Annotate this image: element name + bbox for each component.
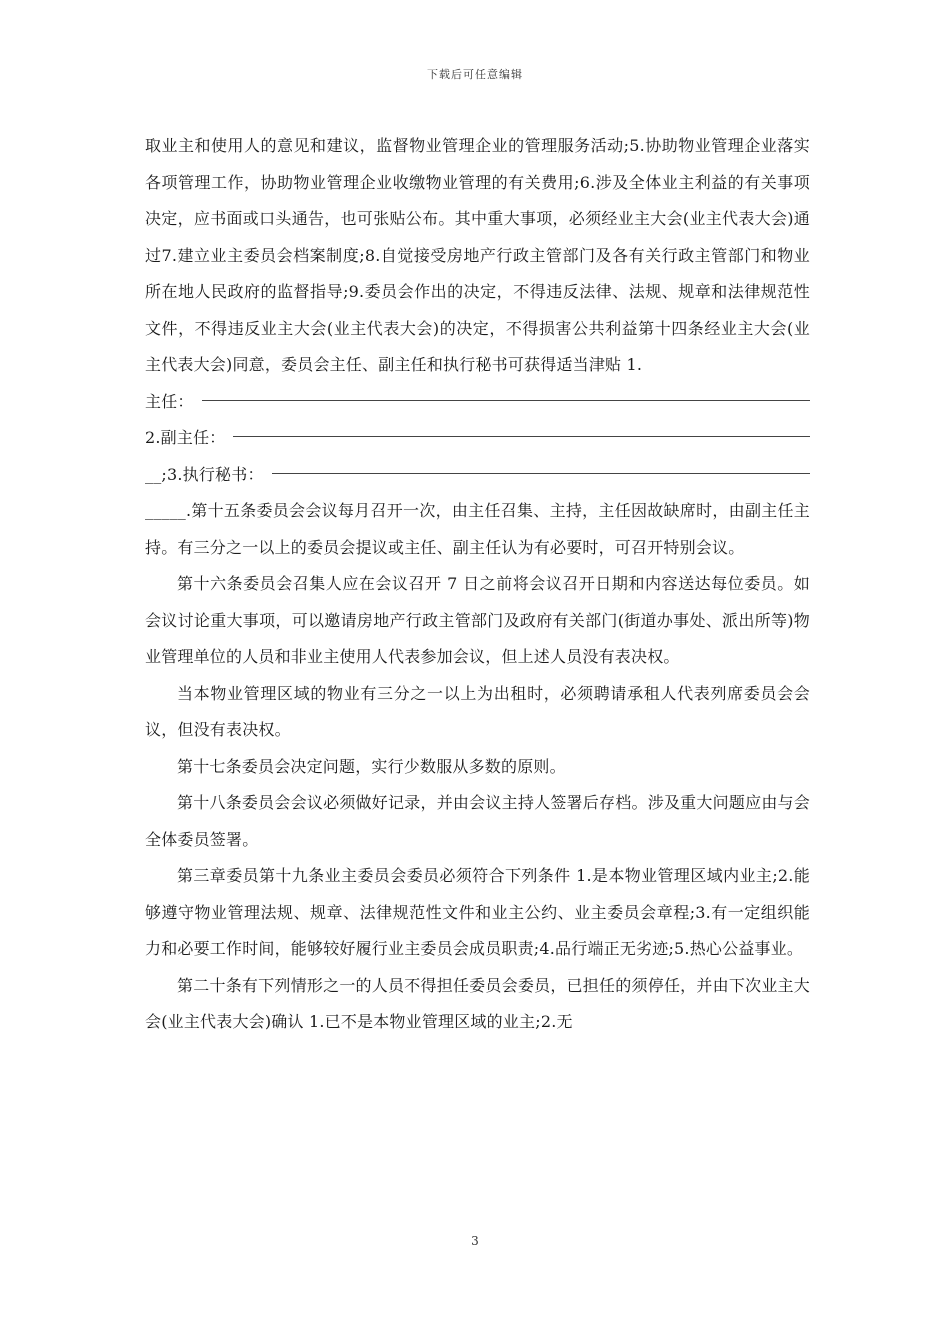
fill-blank-secretary[interactable] — [272, 451, 810, 474]
fill-label-chairman: 主任： — [145, 391, 194, 411]
paragraph-article-20: 第二十条有下列情形之一的人员不得担任委员会委员，已担任的须停任，并由下次业主大会(业主代表大会)确认 1.已不是本物业管理区域的业主;2.无 — [145, 975, 810, 1031]
paragraph-article-16: 第十六条委员会召集人应在会议召开 7 日之前将会议召开日期和内容送达每位委员。如会议讨论重大事项，可以邀请房地产行政主管部门及政府有关部门(街道办事处、派出所等)物业管理单位的人员和非业主使用人代表参加会议，但上述人员没有表决权。 — [145, 574, 810, 666]
fill-label-secretary: __;3.执行秘书： — [145, 464, 264, 484]
document-body — [145, 128, 810, 1041]
paragraph-continued: 取业主和使用人的意见和建议，监督物业管理企业的管理服务活动;5.协助物业管理企业落实各项管理工作，协助物业管理企业收缴物业管理的有关费用;6.涉及全体业主利益的有关事项决定，应书面或口头通告，也可张贴公布。其中重大事项，必须经业主大会(业主代表大会)通过7.建立业主委员会档案制度;8.自觉接受房地产行政主管部门及各有关行政主管部门和物业所在地人民政府的监督指导;9.委员会作出的决定，不得违反法律、法规、规章和法律规范性文件，不得违反业主大会(业主代表大会)的决定，不得损害公共利益第十四条经业主大会(业主代表大会)同意，委员会主任、副主任和执行秘书可获得适当津贴 1. — [145, 136, 810, 374]
paragraph-article-17: 第十七条委员会决定问题，实行少数服从多数的原则。 — [177, 756, 566, 776]
fill-blank-chairman[interactable] — [202, 378, 810, 401]
fill-label-vice-chairman: 2.副主任： — [145, 428, 226, 447]
paragraph-article-19: 第三章委员第十九条业主委员会委员必须符合下列条件 1.是本物业管理区域内业主;2.能够遵守物业管理法规、规章、法律规范性文件和业主公约、业主委员会章程;3.有一定组织能力和必要工作时间，能够较好履行业主委员会成员职责;4.品行端正无劣迹;5.热心公益事业。 — [145, 866, 810, 958]
fill-row-secretary — [145, 457, 810, 494]
page-header: 下载后可任意编辑 — [427, 68, 523, 81]
paragraph-tenant-rep: 当本物业管理区域的物业有三分之一以上为出租时，必须聘请承租人代表列席委员会会议，但没有表决权。 — [145, 683, 810, 739]
paragraph-article-18: 第十八条委员会会议必须做好记录，并由会议主持人签署后存档。涉及重大问题应由与会全体委员签署。 — [145, 793, 810, 849]
paragraph-article-15: _____.第十五条委员会会议每月召开一次，由主任召集、主持，主任因故缺席时，由副主任主持。有三分之一以上的委员会提议或主任、副主任认为有必要时，可召开特别会议。 — [145, 501, 810, 557]
fill-blank-vice-chairman[interactable] — [233, 414, 810, 437]
page-number: 3 — [471, 1234, 479, 1248]
